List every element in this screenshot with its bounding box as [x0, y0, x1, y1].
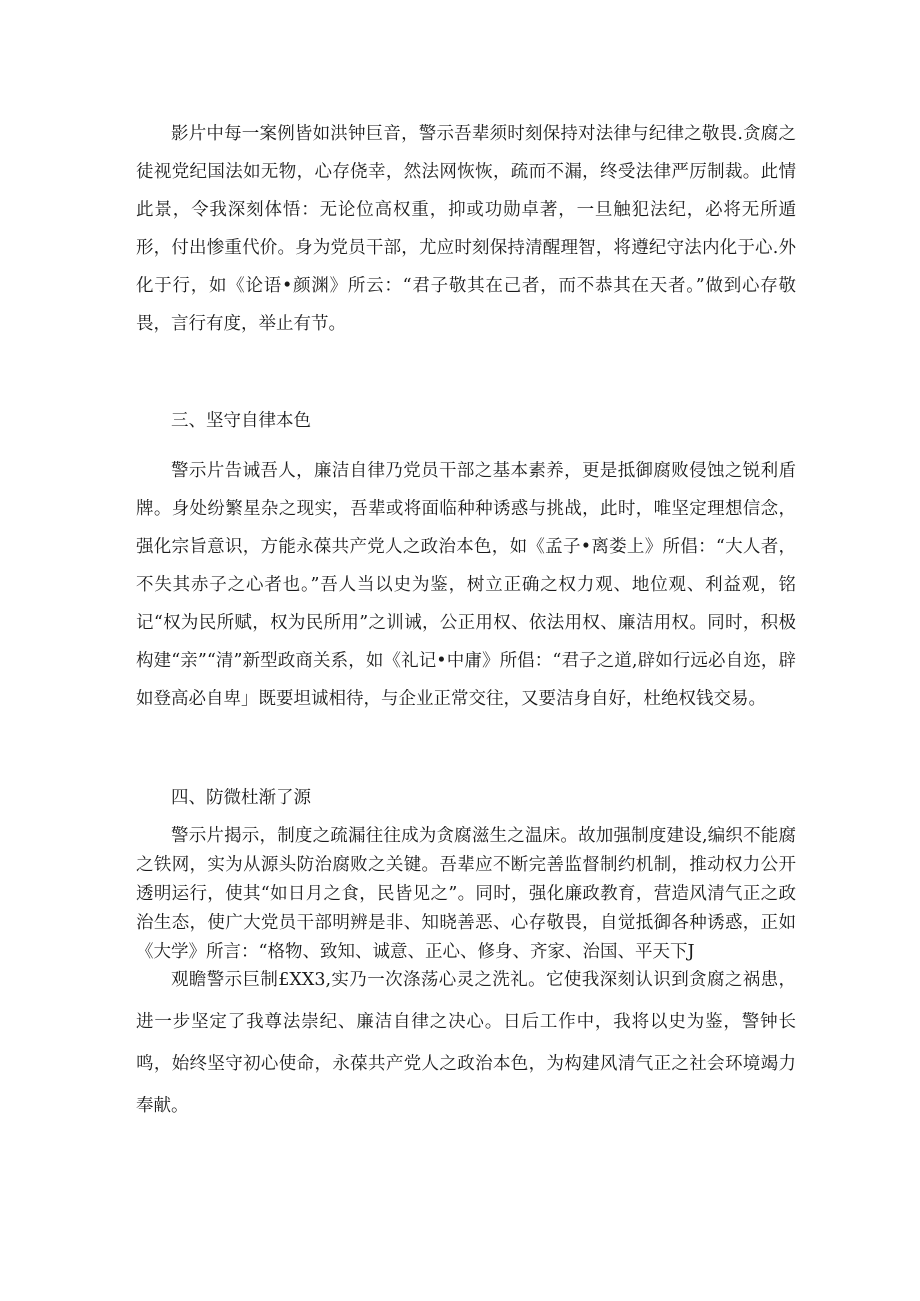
- section-heading-4: 四、防微杜渐了源: [171, 788, 311, 808]
- paragraph-conclusion: 观瞻警示巨制£XX3,实乃一次涤荡心灵之洗礼。它使我深刻认识到贪腐之祸患，进一步坚定了我尊法崇纪、廉洁自律之决心。日后工作中，我将以史为鉴，警钟长鸣，始终坚守初心使命，永葆共产党人之政治本色，为构建风清气正之社会环境竭力奉献。: [136, 970, 796, 1116]
- paragraph-system-building: 警示片揭示，制度之疏漏往往成为贪腐滋生之温床。故加强制度建设,编织不能腐之铁网，实为从源头防治腐败之关键。吾辈应不断完善监督制约机制，推动权力公开透明运行，使其“如日月之食，民皆见之”。同时，强化廉政教育，营造风清气正之政治生态，使广大党员干部明辨是非、知晓善恶、心存敬畏，自觉抵御各种诱惑，正如《大学》所言：“格物、致知、诚意、正心、修身、齐家、治国、平天下J: [136, 826, 796, 962]
- paragraph-respect-for-law: 影片中每一案例皆如洪钟巨音，警示吾辈须时刻保持对法律与纪律之敬畏.贪腐之徒视党纪国法如无物，心存侥幸，然法网恢恢，疏而不漏，终受法律严厉制裁。此情此景，令我深刻体悟：无论位高权重，抑或功勋卓著，一旦触犯法纪，必将无所遁形，付出惨重代价。身为党员干部，尤应时刻保持清醒理智，将遵纪守法内化于心.外化于行，如《论语•颜渊》所云：“君子敬其在己者，而不恭其在天者。”做到心存敬畏，言行有度，举止有节。: [136, 124, 796, 334]
- section-heading-3: 三、坚守自律本色: [171, 411, 311, 431]
- paragraph-self-discipline: 警示片告诫吾人，廉洁自律乃党员干部之基本素养，更是抵御腐败侵蚀之锐利盾牌。身处纷繁星杂之现实，吾辈或将面临种种诱惑与挑战，此时，唯坚定理想信念，强化宗旨意识，方能永葆共产党人之政治本色，如《孟子•离娄上》所倡：“大人者，不失其赤子之心者也。”吾人当以史为鉴，树立正确之权力观、地位观、利益观，铭记“权为民所赋，权为民所用”之训诫，公正用权、依法用权、廉洁用权。同时，积极构建“亲”“清”新型政商关系，如《礼记•中庸》所倡：“君子之道,辟如行远必自迩，辟如登高必自卑」既要坦诚相待，与企业正常交往，又要洁身自好，杜绝权钱交易。: [136, 461, 796, 709]
